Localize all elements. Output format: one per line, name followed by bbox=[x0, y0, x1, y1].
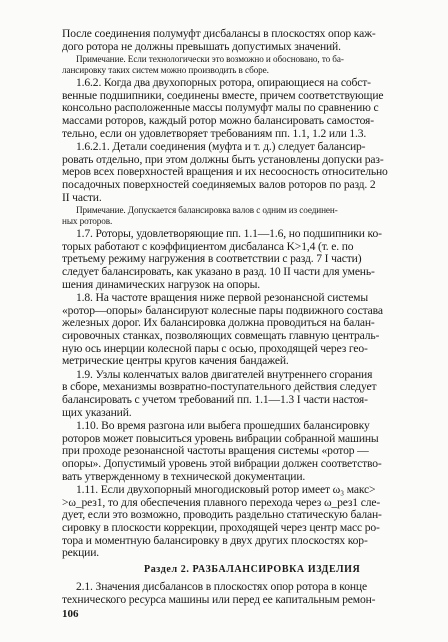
text-line: третьему режиму нагружения в соответствии с разд. 7 I части) bbox=[62, 252, 362, 266]
note-line: лансировку таких систем можно производить в сборе. bbox=[62, 64, 269, 75]
text-line: II части. bbox=[62, 190, 102, 204]
text-line: дого ротора не должны превышать допустимых значений. bbox=[62, 39, 341, 53]
text-line: в сборе, механизмы возвратно-поступательного действия следует bbox=[62, 380, 377, 394]
text-line: следует балансировать, как указано в разд. 10 II части для умень- bbox=[62, 265, 375, 278]
text-line: 1.11. Если двухопорный многодисковый ротор имеет ω₃ макс> bbox=[76, 483, 376, 497]
text-line: балансировать с учетом требований пп. 1.1—1.3 I части настоя- bbox=[62, 393, 368, 406]
text-line: технического ресурса машины или перед ее капитальным ремон- bbox=[62, 593, 376, 606]
note-line: Примечание. Если технологически это возможно и обосновано, то ба- bbox=[76, 54, 344, 65]
text-line: консольно расположенные массы полумуфт малы по сравнению с bbox=[62, 101, 379, 115]
note-line: Примечание. Допускается балансировка валов с одним из соединен- bbox=[76, 205, 338, 216]
text-line: ную ось инерции колесной пары с осью, проходящей через гео- bbox=[62, 341, 368, 355]
text-line: шения динамических нагрузок на опоры. bbox=[62, 277, 261, 291]
text-line: «ротор—опоры» балансируют колесные пары подвижного состава bbox=[62, 303, 383, 317]
text-line: при проходе резонансной частоты вращения системы «ротор — bbox=[62, 444, 369, 458]
text-line: ровать отдельно, при этом должны быть установлены допуски раз- bbox=[62, 152, 384, 166]
text-line: вать утвержденному в технической документации. bbox=[62, 469, 306, 483]
text-line: сировочных станках, позволяющих совмещать главную централь- bbox=[62, 329, 380, 342]
text-line: опоры». Допустимый уровень этой вибрации должен соответство- bbox=[62, 457, 382, 470]
text-line: 1.7. Роторы, удовлетворяющие пп. 1.1—1.6, но подшипники ко- bbox=[76, 227, 382, 241]
text-line: 2.1. Значения дисбалансов в плоскостях опор ротора в конце bbox=[76, 580, 367, 594]
text-line: торых работают с коэффициентом дисбаланса K>1,4 (т. е. по bbox=[62, 239, 354, 253]
text-line: рекции. bbox=[62, 546, 100, 560]
text-line: >ω_рез1, то для обеспечения плавного перехода через ω_рез1 сле- bbox=[62, 495, 381, 509]
text-line: После соединения полумуфт дисбалансы в плоскостях опор каж- bbox=[62, 27, 376, 40]
text-line: метрические центры кругов качения бандажей. bbox=[62, 354, 289, 368]
note-line: ных роторов. bbox=[62, 215, 113, 226]
text-line: 1.9. Узлы коленчатых валов двигателей внутреннего сгорания bbox=[76, 367, 373, 381]
text-line: щих указаний. bbox=[62, 405, 132, 419]
page-number: 106 bbox=[62, 607, 79, 620]
text-line: железных дорог. Их балансировка должна проводиться на балан- bbox=[62, 316, 375, 330]
text-line: меров всех поверхностей вращения и их несоосность относительно bbox=[62, 165, 388, 179]
text-line: массами роторов, каждый ротор можно балансировать самостоя- bbox=[62, 114, 374, 127]
text-line: тельно, если он удовлетворяет требованиям пп. 1.1, 1.2 или 1.3. bbox=[62, 126, 367, 140]
text-line: 1.8. На частоте вращения ниже первой резонансной системы bbox=[76, 291, 369, 305]
section-heading: Раздел 2. РАЗБАЛАНСИРОВКА ИЗДЕЛИЯ bbox=[144, 563, 361, 575]
text-line: посадочных поверхностей соединяемых валов роторов по разд. 2 bbox=[62, 178, 376, 191]
text-line: 1.10. Во время разгона или выбега прошедших балансировку bbox=[76, 419, 370, 433]
text-line: роторов может повыситься уровень вибрации собранной машины bbox=[62, 431, 379, 445]
text-line: тора и моментную балансировку в двух других плоскостях кор- bbox=[62, 533, 368, 547]
text-line: 1.6.2. Когда два двухопорных ротора, опирающиеся на собст- bbox=[76, 76, 371, 90]
text-line: венные подшипники, соединены вместе, причем соответствующие bbox=[62, 88, 384, 102]
text-line: дует, если это возможно, проводить раздельно статическую балан- bbox=[62, 508, 382, 522]
text-line: 1.6.2.1. Детали соединения (муфта и т. д.) следует балансир- bbox=[76, 140, 366, 154]
text-line: сировку в плоскости коррекции, проходящей через центр масс ро- bbox=[62, 521, 380, 534]
